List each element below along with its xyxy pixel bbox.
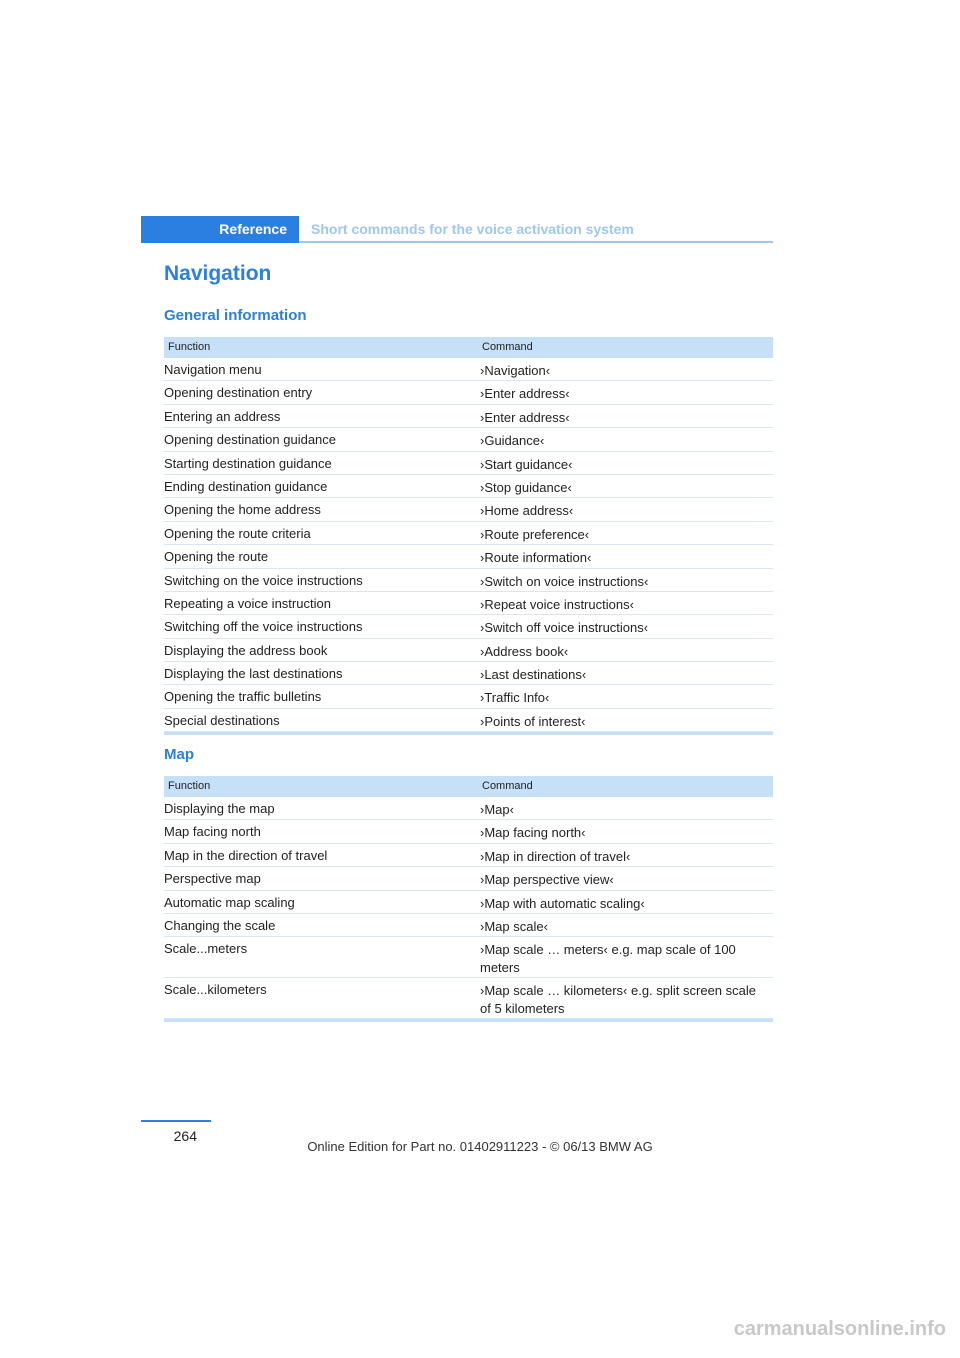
- cell-command: ›Home address‹: [480, 503, 574, 519]
- map-table: [164, 776, 773, 1022]
- cell-command: ›Map scale‹: [480, 918, 548, 934]
- section-heading-general: General information: [164, 307, 307, 324]
- cell-function: Perspective map: [164, 871, 261, 887]
- table-row: [164, 452, 773, 475]
- cell-function: Entering an address: [164, 408, 281, 424]
- table-row: [164, 405, 773, 428]
- column-header-command: Command: [482, 341, 533, 353]
- cell-function: Opening the route: [164, 549, 269, 565]
- table-row: [164, 797, 773, 820]
- table-end-rule: [164, 732, 773, 735]
- table-row: [164, 615, 773, 638]
- header-rule: [299, 241, 773, 243]
- page-number-rule: [141, 1120, 211, 1122]
- cell-command: ›Guidance‹: [480, 433, 545, 449]
- cell-command: ›Last destinations‹: [480, 667, 587, 683]
- cell-command: ›Map scale … kilometers‹ e.g. split screen scale of 5 kilometers: [480, 983, 756, 1017]
- cell-command: ›Repeat voice instructions‹: [480, 596, 634, 612]
- column-header-function: Function: [168, 780, 211, 792]
- cell-command: ›Start guidance‹: [480, 456, 573, 472]
- cell-function: Scale...kilometers: [164, 982, 267, 998]
- cell-function: Opening the home address: [164, 502, 321, 518]
- table-row: [164, 978, 773, 1019]
- cell-command: ›Switch off voice instructions‹: [480, 620, 649, 636]
- cell-function: Displaying the last destinations: [164, 666, 343, 682]
- table-row: [164, 381, 773, 404]
- table-row: [164, 709, 773, 732]
- cell-command: ›Enter address‹: [480, 409, 570, 425]
- cell-function: Opening destination entry: [164, 385, 313, 401]
- cell-function: Map in the direction of travel: [164, 847, 328, 863]
- table-row: [164, 545, 773, 568]
- table-row: [164, 891, 773, 914]
- cell-function: Ending destination guidance: [164, 478, 328, 494]
- header-section-label: Reference: [141, 216, 299, 243]
- section-heading-map: Map: [164, 746, 194, 763]
- cell-command: ›Points of interest‹: [480, 713, 586, 729]
- cell-command: ›Navigation‹: [480, 363, 551, 378]
- cell-function: Navigation menu: [164, 362, 262, 377]
- cell-command: ›Address book‹: [480, 643, 569, 659]
- table-row: [164, 569, 773, 592]
- cell-function: Special destinations: [164, 712, 280, 728]
- cell-function: Automatic map scaling: [164, 894, 295, 910]
- cell-command: ›Map with automatic scaling‹: [480, 895, 645, 911]
- table-row: [164, 358, 773, 381]
- cell-command: ›Map in direction of travel‹: [480, 848, 631, 864]
- cell-function: Opening the route criteria: [164, 525, 311, 541]
- cell-function: Switching on the voice instructions: [164, 572, 363, 588]
- table-end-rule: [164, 1019, 773, 1022]
- column-header-command: Command: [482, 780, 533, 792]
- table-row: [164, 844, 773, 867]
- table-row: [164, 820, 773, 843]
- table-row: [164, 867, 773, 890]
- table-row: [164, 685, 773, 708]
- cell-command: ›Traffic Info‹: [480, 690, 550, 706]
- table-row: [164, 428, 773, 451]
- cell-function: Switching off the voice instructions: [164, 619, 363, 635]
- table-row: [164, 639, 773, 662]
- cell-command: ›Switch on voice instructions‹: [480, 573, 649, 589]
- cell-command: ›Route information‹: [480, 550, 592, 566]
- cell-function: Repeating a voice instruction: [164, 595, 331, 611]
- cell-function: Opening destination guidance: [164, 432, 337, 448]
- page-number: 264: [173, 1128, 197, 1144]
- table-header: [164, 776, 773, 797]
- table-row: [164, 522, 773, 545]
- cell-function: Starting destination guidance: [164, 455, 332, 471]
- cell-command: ›Route preference‹: [480, 526, 590, 542]
- table-row: [164, 592, 773, 615]
- watermark: carmanualsonline.info: [733, 1318, 946, 1340]
- cell-command: ›Map facing north‹: [480, 825, 586, 841]
- cell-command: ›Enter address‹: [480, 386, 570, 402]
- footer-edition-note: Online Edition for Part no. 01402911223 - © 06/13 BMW AG: [307, 1139, 653, 1154]
- table-row: [164, 475, 773, 498]
- cell-function: Scale...meters: [164, 941, 248, 957]
- cell-command: ›Stop guidance‹: [480, 479, 572, 495]
- table-header: [164, 337, 773, 358]
- cell-function: Displaying the map: [164, 801, 275, 816]
- cell-command: ›Map‹: [480, 802, 514, 817]
- table-row: [164, 937, 773, 978]
- page-title: Navigation: [164, 262, 272, 285]
- running-header: [141, 216, 773, 243]
- cell-function: Changing the scale: [164, 917, 276, 933]
- cell-command: ›Map perspective view‹: [480, 872, 614, 888]
- cell-function: Map facing north: [164, 824, 261, 840]
- cell-command: ›Map scale … meters‹ e.g. map scale of 100 meters: [480, 942, 736, 976]
- table-row: [164, 662, 773, 685]
- general-info-table: [164, 337, 773, 735]
- table-row: [164, 914, 773, 937]
- cell-function: Opening the traffic bulletins: [164, 689, 322, 705]
- cell-function: Displaying the address book: [164, 642, 328, 658]
- header-chapter-title: Short commands for the voice activation system: [311, 221, 634, 237]
- column-header-function: Function: [168, 341, 211, 353]
- table-row: [164, 498, 773, 521]
